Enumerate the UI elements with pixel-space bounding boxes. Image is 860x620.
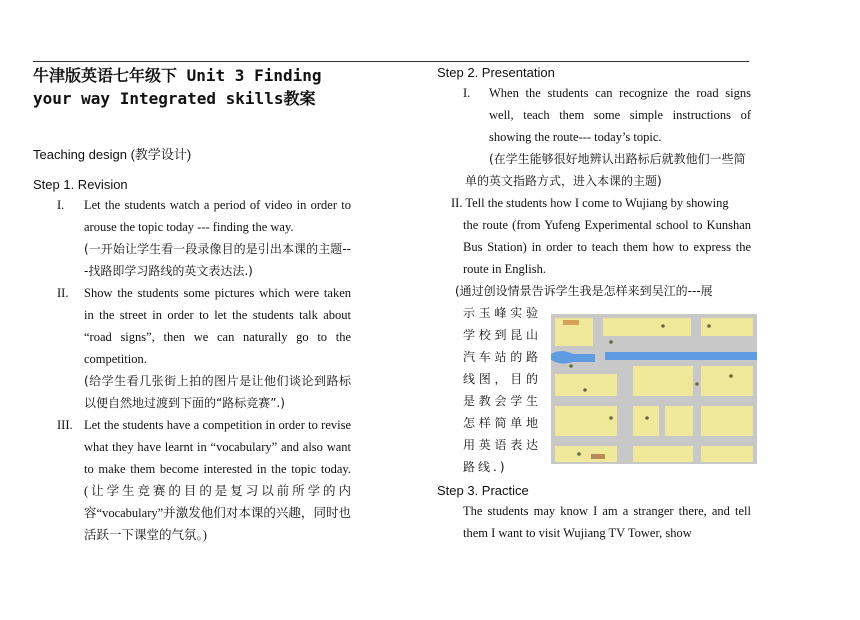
revision-item-1	[33, 194, 351, 282]
map-block	[555, 406, 617, 436]
step3-heading: Step 3. Practice	[437, 483, 529, 498]
item-marker: I.	[463, 86, 471, 100]
item-marker: II.	[57, 286, 69, 300]
map-block	[633, 406, 659, 436]
step1-heading: Step 1. Revision	[33, 177, 128, 192]
presentation-item-1	[437, 82, 751, 148]
item-chinese: (给学生看几张街上拍的图片是让他们谈论到路标以便自然地过渡到下面的“路标竞赛”.)	[84, 374, 351, 410]
revision-item-2	[33, 282, 351, 414]
presentation-item-2	[451, 192, 751, 280]
map-start-marker	[563, 320, 579, 325]
map-block	[633, 446, 693, 462]
map-block	[633, 366, 693, 396]
header-rule	[33, 61, 749, 62]
map-block	[603, 318, 691, 336]
map-block	[665, 406, 693, 436]
map-caption-chinese: 示玉峰实验学校到昆山汽车站的路线图，目的是教会学生怎样简单地用英语表达路线.)	[463, 306, 541, 474]
item-english: Show the students some pictures which were taken in the street in order to let the students talk about “road signs”, then we can naturally go to the competition.	[84, 286, 351, 366]
map-bus-marker	[591, 454, 605, 459]
revision-item-3	[33, 414, 351, 546]
item-english: When the students can recognize the road signs well, teach them some simple instructions of showing the route--- today’s topic.	[489, 86, 751, 144]
presentation-item-1-chinese: (在学生能够很好地辨认出路标后就教他们一些简单的英文指路方式，进入本课的主题)	[465, 152, 746, 188]
map-intro-chinese: (通过创设情景告诉学生我是怎样来到吴江的---展	[455, 284, 713, 298]
teaching-design-heading: Teaching design (教学设计)	[33, 147, 192, 162]
map-block	[555, 446, 617, 462]
route-map-image	[551, 314, 757, 464]
item-english: Let the students watch a period of video in order to arouse the topic today --- finding the way.	[84, 198, 351, 234]
item-2-lead: II. Tell the students how I come to Wujiang by showing	[451, 196, 729, 210]
document-title	[33, 64, 351, 110]
map-block	[701, 366, 753, 396]
map-block	[701, 406, 753, 436]
title-line-2: your way Integrated skills教案	[33, 89, 316, 108]
title-line-1: 牛津版英语七年级下 Unit 3 Finding	[33, 66, 322, 85]
map-river	[605, 352, 757, 360]
item-2-rest: the route (from Yufeng Experimental school to Kunshan Bus Station) in order to teach them how to express the route in English.	[463, 218, 751, 276]
practice-paragraph: The students may know I am a stranger there, and tell them I want to visit Wujiang TV Tower, show	[463, 504, 751, 540]
item-marker: III.	[57, 418, 73, 432]
left-column	[33, 64, 351, 546]
right-column	[437, 64, 751, 544]
map-block	[701, 446, 753, 462]
item-english: Let the students have a competition in order to revise what they have learnt in “vocabulary” and also want to make them become interested in the topic today.(让学生竞赛的目的是复习以前所学的内容“vocabulary”并激发他们对本课的兴趣，同时也活跃一下课堂的气氛。)	[84, 418, 351, 542]
step2-heading: Step 2. Presentation	[437, 65, 555, 80]
item-chinese: (一开始让学生看一段录像目的是引出本课的主题---找路即学习路线的英文表达法.)	[84, 242, 351, 278]
map-block	[555, 374, 617, 396]
item-marker: I.	[57, 198, 65, 212]
